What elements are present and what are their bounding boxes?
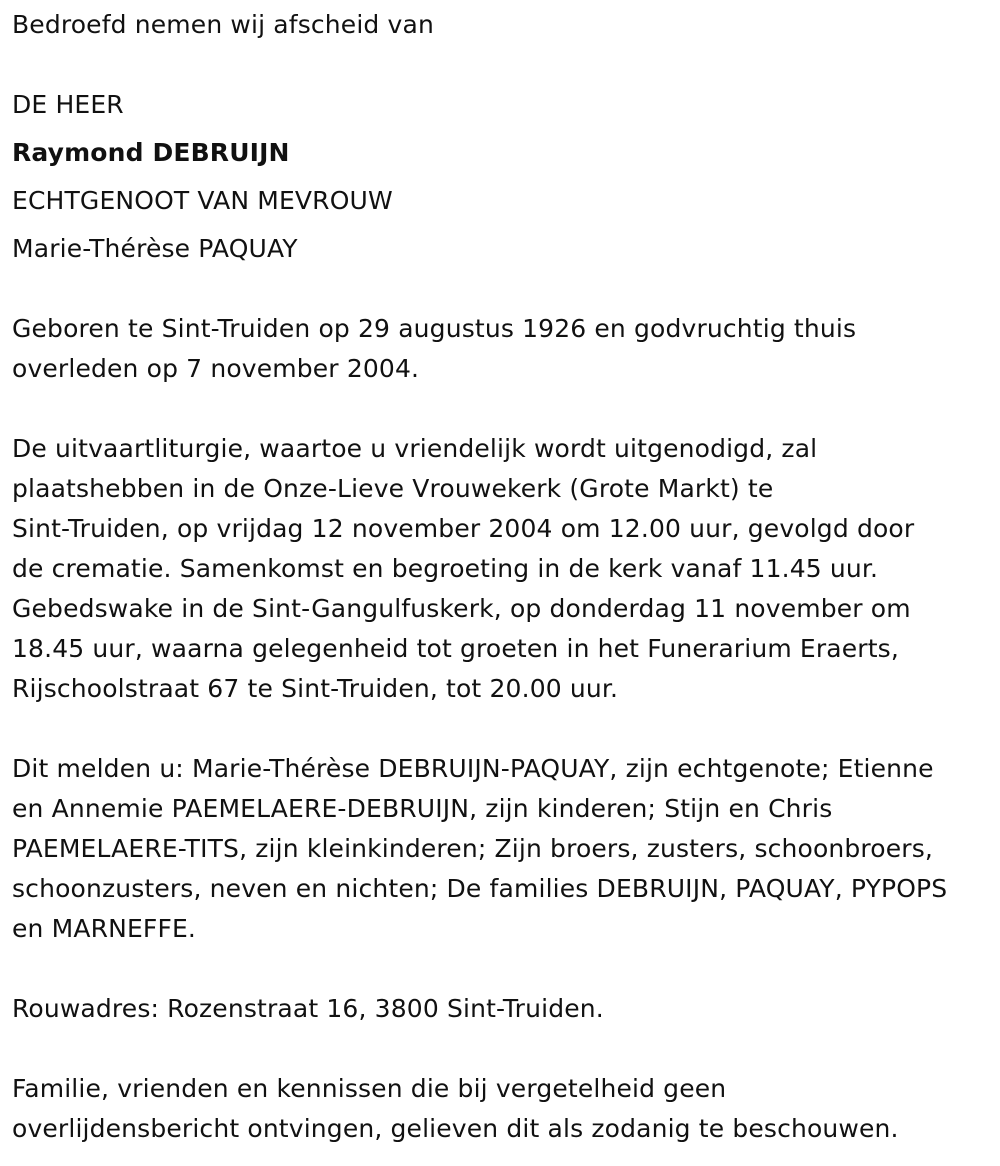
paragraph-line: schoonzusters, neven en nichten; De families DEBRUIJN, PAQUAY, PYPOPS xyxy=(12,874,948,903)
mourning-address: Rouwadres: Rozenstraat 16, 3800 Sint-Truiden. xyxy=(12,994,604,1023)
paragraph-line: PAEMELAERE-TITS, zijn kleinkinderen; Zijn broers, zusters, schoonbroers, xyxy=(12,834,933,863)
paragraph-line: Rijschoolstraat 67 te Sint-Truiden, tot 20.00 uur. xyxy=(12,674,619,703)
paragraph-line: overlijdensbericht ontvingen, gelieven dit als zodanig te beschouwen. xyxy=(12,1114,899,1143)
paragraph-line: Geboren te Sint-Truiden op 29 augustus 1926 en godvruchtig thuis xyxy=(12,314,857,343)
paragraph-line: Gebedswake in de Sint-Gangulfuskerk, op donderdag 11 november om xyxy=(12,594,911,623)
relation-text: ECHTGENOOT VAN MEVROUW xyxy=(12,186,393,215)
paragraph-line: en MARNEFFE. xyxy=(12,914,197,943)
spouse-name: Marie-Thérèse PAQUAY xyxy=(12,234,298,263)
paragraph-line: en Annemie PAEMELAERE-DEBRUIJN, zijn kinderen; Stijn en Chris xyxy=(12,794,833,823)
paragraph-line: 18.45 uur, waarna gelegenheid tot groeten in het Funerarium Eraerts, xyxy=(12,634,899,663)
title-prefix: DE HEER xyxy=(12,90,124,119)
paragraph-line: de crematie. Samenkomst en begroeting in de kerk vanaf 11.45 uur. xyxy=(12,554,879,583)
paragraph-line: plaatshebben in de Onze-Lieve Vrouwekerk (Grote Markt) te xyxy=(12,474,774,503)
paragraph-line: De uitvaartliturgie, waartoe u vriendelijk wordt uitgenodigd, zal xyxy=(12,434,818,463)
paragraph-line: Familie, vrienden en kennissen die bij vergetelheid geen xyxy=(12,1074,727,1103)
deceased-name: Raymond DEBRUIJN xyxy=(12,138,290,167)
paragraph-line: Sint-Truiden, op vrijdag 12 november 2004 om 12.00 uur, gevolgd door xyxy=(12,514,915,543)
paragraph-line: overleden op 7 november 2004. xyxy=(12,354,420,383)
paragraph-line: Dit melden u: Marie-Thérèse DEBRUIJN-PAQUAY, zijn echtgenote; Etienne xyxy=(12,754,934,783)
intro-text: Bedroefd nemen wij afscheid van xyxy=(12,10,434,39)
